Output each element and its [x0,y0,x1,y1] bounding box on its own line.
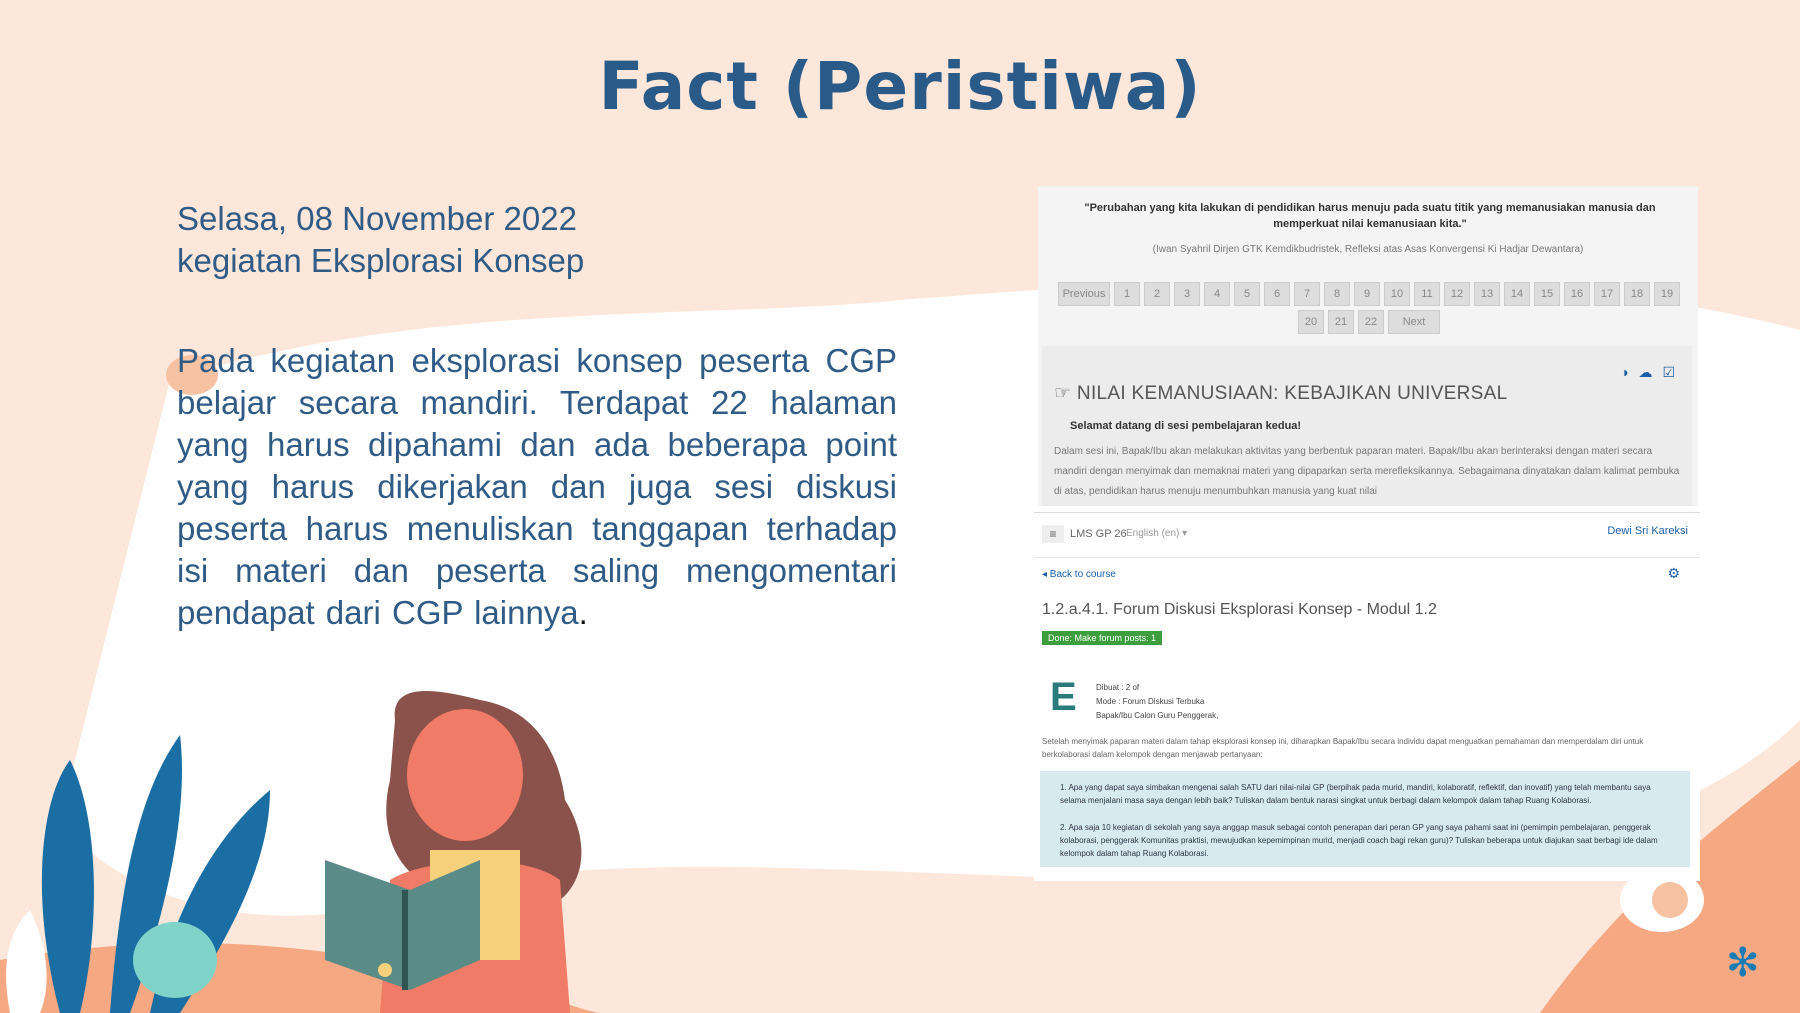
page-20[interactable]: 20 [1298,310,1324,334]
description-period: . [578,594,588,631]
question-box [1040,771,1690,867]
page-6[interactable]: 6 [1264,282,1290,306]
gear-icon[interactable]: ⚙ [1667,565,1680,581]
lms-topbar [1034,513,1700,558]
page-17[interactable]: 17 [1594,282,1620,306]
hand-pointing-icon: ☞ [1054,383,1077,404]
material-heading [1054,382,1508,405]
material-paragraph: Dalam sesi ini, Bapak/Ibu akan melakukan aktivitas yang berbentuk paparan materi. Bapak/Ibu akan berinteraksi dengan materi secara mandiri dengan menyimak dan memaknai materi yang dipaparkan serta merefleksikannya. Sebagaimana dinyatakan dalam kalimat pembuka di atas, pendidikan harus menuju menumbuhkan manusia yang kuat nilai [1054,446,1680,497]
page-7[interactable]: 7 [1294,282,1320,306]
page-8[interactable]: 8 [1324,282,1350,306]
question-1: 1. Apa yang dapat saya simbakan mengenai salah SATU dari nilai-nilai GP (berpihak pada murid, mandiri, kolaboratif, reflektif, dan inovatif) yang telah membantu saya selama menjalani masa saya dengan lebih baik? Tuliskan dalam bentuk narasi singkat untuk berbagi dalam kelompok dalam tahap Ruang Kolaborasi. [1060,783,1651,805]
lms-screenshot-forum [1034,512,1700,881]
language-select[interactable]: English (en) ▾ [1126,528,1188,539]
girl-face [407,709,523,841]
page-12[interactable]: 12 [1444,282,1470,306]
page-9[interactable]: 9 [1354,282,1380,306]
completion-badge: Done: Make forum posts: 1 [1042,631,1162,645]
page-5[interactable]: 5 [1234,282,1260,306]
page-19[interactable]: 19 [1654,282,1680,306]
description-paragraph [177,340,897,634]
welcome-text: Selamat datang di sesi pembelajaran kedua! [1070,420,1302,432]
page-3[interactable]: 3 [1174,282,1200,306]
question-2: 2. Apa saja 10 kegiatan di sekolah yang saya anggap masuk sebagai contoh penerapan dari peran GP yang saya pahami saat ini (pemimpin pembelajaran, penggerak kolaborasi, penggerak Komunitas praktisi, mewujudkan kepemimpinan murid, menjadi coach bagi rekan guru)? Tuliskan beberapa untuk diajukan saat berbagi ide dalam kelompok dalam tahap Ruang Kolaborasi. [1060,823,1658,858]
page-22[interactable]: 22 [1358,310,1384,334]
pager-next[interactable]: Next [1388,310,1440,334]
book-dot [378,963,392,977]
user-menu[interactable]: Dewi Sri Kareksi [1607,525,1688,537]
page-10[interactable]: 10 [1384,282,1410,306]
site-name[interactable]: LMS GP 26 [1070,528,1127,540]
quote-source: (Iwan Syahril Dirjen GTK Kemdikbudristek, Refleksi atas Asas Konvergensi Ki Hadjar Dewantara) [1152,244,1584,255]
page-21[interactable]: 21 [1328,310,1354,334]
back-to-course-link[interactable]: ◂ Back to course [1042,569,1116,580]
material-heading-text: NILAI KEMANUSIAAN: KEBAJIKAN UNIVERSAL [1076,383,1508,404]
meta-mode: Mode : Forum Diskusi Terbuka [1096,697,1205,706]
description-text: Pada kegiatan eksplorasi konsep peserta CGP belajar secara mandiri. Terdapat 22 halaman yang harus dipahami dan ada beberapa point yang harus dikerjakan dan juga sesi diskusi peserta harus menuliskan tanggapan terhadap isi materi dan peserta saling mengomentari pendapat dari CGP lainnya [177,342,897,631]
page-15[interactable]: 15 [1534,282,1560,306]
greeting: Bapak/Ibu Calon Guru Penggerak, [1096,711,1219,720]
page-16[interactable]: 16 [1564,282,1590,306]
meta-due: Dibuat : 2 of [1096,683,1140,692]
sun-flower [1652,882,1688,918]
forum-post-icon: E [1050,675,1077,719]
forum-description: Setelah menyimak paparan materi dalam tahap eksplorasi konsep ini, diharapkan Bapak/Ibu secara individu dapat menguatkan pemahaman dan memperdalam diri untuk berkolaborasi dalam kelompok dengan menjawab pertanyaan: [1042,737,1644,759]
page-4[interactable]: 4 [1204,282,1230,306]
lms-screenshot-material [1038,186,1698,506]
teal-shape [133,922,217,998]
page-1[interactable]: 1 [1114,282,1140,306]
page-13[interactable]: 13 [1474,282,1500,306]
pagination [1044,282,1694,334]
pager-prev[interactable]: Previous [1058,282,1110,306]
date-line: Selasa, 08 November 2022 [177,200,577,237]
toggle-icons[interactable]: ◑ ☁ ☑ [1620,364,1678,380]
page-18[interactable]: 18 [1624,282,1650,306]
page-11[interactable]: 11 [1414,282,1440,306]
activity-line: kegiatan Eksplorasi Konsep [177,242,585,279]
date-block [177,198,584,282]
page-title: Fact (Peristiwa) [598,48,1202,125]
leaf-white [6,910,46,1013]
forum-title: 1.2.a.4.1. Forum Diskusi Eksplorasi Konsep - Modul 1.2 [1042,601,1437,618]
post-meta [1096,681,1218,723]
material-card [1042,346,1692,506]
asterisk-star-icon: ✻ [1726,941,1760,985]
menu-icon[interactable]: ≡ [1042,525,1064,543]
page-14[interactable]: 14 [1504,282,1530,306]
page-2[interactable]: 2 [1144,282,1170,306]
quote-text: "Perubahan yang kita lakukan di pendidikan harus menuju pada suatu titik yang memanusiakan manusia dan memperkuat nilai kemanusiaan kita." [1084,202,1656,230]
